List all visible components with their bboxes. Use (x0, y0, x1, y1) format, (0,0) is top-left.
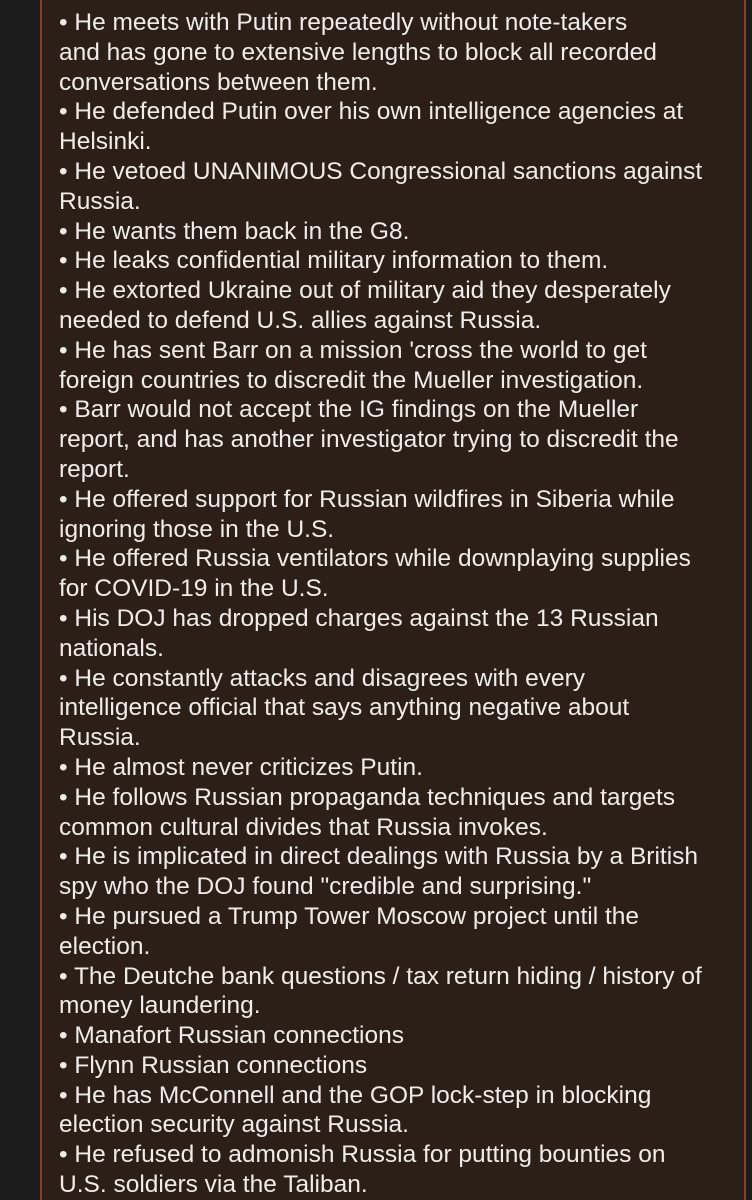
comment-line: • He leaks confidential military information to them. (59, 247, 609, 275)
comment-line: • His DOJ has dropped charges against the 13 Russian (59, 604, 659, 632)
comment-line: common cultural divides that Russia invokes. (59, 813, 548, 841)
comment-line: Russia. (59, 187, 141, 215)
comment-line: • He vetoed UNANIMOUS Congressional sanctions against (59, 157, 703, 185)
comment-line: • He offered support for Russian wildfires in Siberia while (59, 485, 675, 513)
comment-body (59, 8, 739, 1200)
comment-line: • He pursued a Trump Tower Moscow project until the (59, 902, 640, 930)
comment-line: money laundering. (59, 992, 261, 1020)
comment-line: • Manafort Russian connections (59, 1022, 404, 1050)
comment-line: • He has sent Barr on a mission 'cross the world to get (59, 336, 647, 364)
left-gutter (0, 0, 40, 1200)
right-accent-line (744, 0, 746, 1200)
comment-line: • He almost never criticizes Putin. (59, 753, 423, 781)
comment-line: • He defended Putin over his own intelligence agencies at (59, 98, 684, 126)
comment-line: • He constantly attacks and disagrees with every (59, 664, 586, 692)
comment-line: conversations between them. (59, 68, 378, 96)
comment-line: report. (59, 455, 130, 483)
comment-line: Helsinki. (59, 128, 152, 156)
comment-line: election. (59, 932, 151, 960)
comment-line: • He offered Russia ventilators while downplaying supplies (59, 545, 691, 573)
comment-line: • He follows Russian propaganda techniques and targets (59, 783, 676, 811)
comment-line: and has gone to extensive lengths to block all recorded (59, 38, 657, 66)
comment-line: needed to defend U.S. allies against Russia. (59, 306, 542, 334)
comment-line: U.S. soldiers via the Taliban. (59, 1171, 368, 1199)
comment-line: for COVID-19 in the U.S. (59, 575, 329, 603)
comment-line: • He refused to admonish Russia for putting bounties on (59, 1141, 666, 1169)
comment-line: Russia. (59, 724, 141, 752)
comment-line: spy who the DOJ found "credible and surprising." (59, 873, 592, 901)
comment-line: report, and has another investigator trying to discredit the (59, 426, 679, 454)
comment-line: nationals. (59, 634, 164, 662)
comment-line: election security against Russia. (59, 1111, 409, 1139)
comment-line: • Barr would not accept the IG findings on the Mueller (59, 396, 639, 424)
comment-line: ignoring those in the U.S. (59, 515, 335, 543)
comment-line: intelligence official that says anything negative about (59, 694, 630, 722)
comment-line: • He meets with Putin repeatedly without note-takers (59, 9, 628, 36)
comment-line: foreign countries to discredit the Mueller investigation. (59, 366, 644, 394)
comment-line: • He extorted Ukraine out of military aid they desperately (59, 277, 671, 305)
comment-line: • He is implicated in direct dealings with Russia by a British (59, 843, 699, 871)
comment-line: • The Deutche bank questions / tax return hiding / history of (59, 962, 702, 990)
comment-line: • He has McConnell and the GOP lock-step in blocking (59, 1081, 652, 1109)
comment-line: • Flynn Russian connections (59, 1051, 368, 1079)
comment-line: • He wants them back in the G8. (59, 217, 410, 245)
